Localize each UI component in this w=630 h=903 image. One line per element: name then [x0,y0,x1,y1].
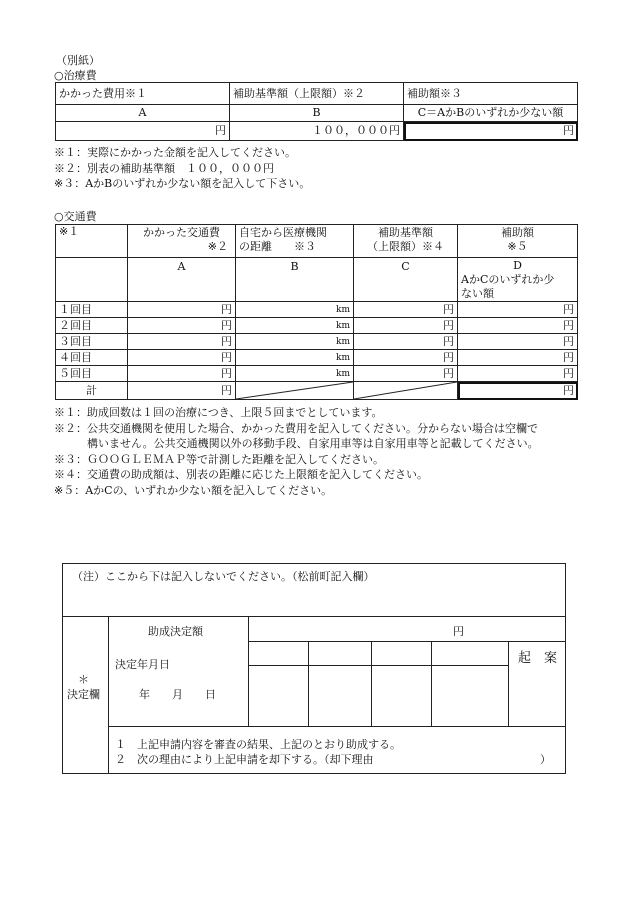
standard-field[interactable]: 円 [354,318,458,334]
stamp-label: 起 案 [518,651,558,666]
treatment-standard-value: １００，０００円 [230,122,404,141]
treatment-notes [54,145,310,192]
total-standard-blank [354,382,458,400]
diagonal-slash-icon [354,382,457,399]
transport-note-3: 構いません。公共交通機関以外の移動手段、自家用車等は自家用車等と記載してください。 [54,437,539,450]
row-label: ５回目 [56,366,128,382]
treatment-table [55,82,578,141]
total-fare-field[interactable]: 円 [128,382,236,400]
decision-date-field[interactable]: 年 月 日 [139,688,216,701]
decision-reject: ２ 次の理由により上記申請を却下する。（却下理由 [115,753,374,766]
transport-notes [54,405,539,498]
total-distance-blank [236,382,354,400]
subsidy-field[interactable]: 円 [458,350,578,366]
treatment-letter-a: A [56,105,230,122]
table-row [56,350,578,366]
subsidy-field[interactable]: 円 [458,334,578,350]
decision-reject-close: ） [540,753,551,766]
total-row [56,382,578,400]
fare-field[interactable]: 円 [128,350,236,366]
transport-header-distance: 自宅から医療機関 [239,226,327,239]
decision-date-label: 決定年月日 [115,658,170,671]
treatment-subsidy-field[interactable]: 円 [404,122,578,141]
row-label: ４回目 [56,350,128,366]
fare-field[interactable]: 円 [128,302,236,318]
treatment-cost-field[interactable]: 円 [56,122,230,141]
fare-field[interactable]: 円 [128,318,236,334]
transport-note-5: ※４：交通費の助成額は、別表の距離に応じた上限額を記入してください。 [54,468,428,481]
standard-field[interactable]: 円 [354,334,458,350]
transport-d-note-1: AかCのいずれか少 [461,273,555,286]
office-use-note: （注）ここから下は記入しないでください。（松前町記入欄） [72,570,375,583]
table-row [56,318,578,334]
office-use-box [62,563,566,774]
side-mark: ＊ [78,673,89,686]
fare-field[interactable]: 円 [128,334,236,350]
transport-note-2: ※２：公共交通機関を使用した場合、かかった費用を記入してください。分からない場合は空欄で [54,421,538,435]
distance-field[interactable]: km [236,318,354,334]
fare-field[interactable]: 円 [128,366,236,382]
transport-header-standard: 補助基準額 [378,226,433,239]
treatment-header-standard: 補助基準額（上限額）※２ [230,83,404,105]
transport-letter-c: C [354,258,458,302]
diagonal-slash-icon [236,382,353,399]
table-row [56,366,578,382]
transport-note-6: ※５：AかCの、いずれか少ない額を記入してください。 [54,483,333,497]
standard-field[interactable]: 円 [354,350,458,366]
transport-header-fare-note: ※２ [207,240,228,253]
table-row [56,302,578,318]
transport-d-note-2: ない額 [461,287,494,300]
row-label: ３回目 [56,334,128,350]
transport-header-standard-note: （上限額）※４ [367,240,444,253]
standard-field[interactable]: 円 [354,302,458,318]
table-row [56,334,578,350]
transport-letter-d: D [513,259,522,272]
total-subsidy-field[interactable]: 円 [458,382,578,400]
grant-amount-field[interactable]: 円 [453,625,464,638]
treatment-note-2: ※２：別表の補助基準額 １００，０００円 [54,161,274,175]
treatment-letter-c: C＝AかBのいずれか少ない額 [404,105,578,122]
transport-note-1: ※１：助成回数は１回の治療につき、上限５回までとしています。 [54,406,383,419]
transport-letter-b: B [236,258,354,302]
transport-table [55,224,578,400]
treatment-header-subsidy: 補助額※３ [404,83,578,105]
transport-header-subsidy-note: ※５ [507,240,528,253]
attachment-label: （別紙） [56,54,100,67]
subsidy-field[interactable]: 円 [458,366,578,382]
distance-field[interactable]: km [236,334,354,350]
decision-side-label: 決定欄 [67,688,100,701]
standard-field[interactable]: 円 [354,366,458,382]
transport-header-distance-note: の距離 ※３ [239,240,316,253]
decision-approve: １ 上記申請内容を審査の結果、上記のとおり助成する。 [115,738,401,751]
transport-header-count: ※１ [56,225,128,258]
total-label: 計 [56,382,128,400]
treatment-note-1: ※１：実際にかかった金額を記入してください。 [54,146,296,159]
treatment-title: ○治療費 [54,69,97,82]
subsidy-field[interactable]: 円 [458,318,578,334]
treatment-note-3: ※３：AかBのいずれか少ない額を記入して下さい。 [54,177,311,190]
transport-letter-a: A [128,258,236,302]
transport-header-subsidy: 補助額 [501,226,534,239]
distance-field[interactable]: km [236,350,354,366]
subsidy-field[interactable]: 円 [458,302,578,318]
row-label: ２回目 [56,318,128,334]
distance-field[interactable]: km [236,302,354,318]
treatment-header-cost: かかった費用※１ [56,83,230,105]
distance-field[interactable]: km [236,366,354,382]
transport-title: ○交通費 [54,210,97,223]
transport-note-4: ※３：ＧＯＯＧＬＥＭＡＰ等で計測した距離を記入してください。 [54,452,384,466]
grant-label: 助成決定額 [148,625,203,638]
row-label: １回目 [56,302,128,318]
treatment-letter-b: B [230,105,404,122]
transport-header-fare: かかった交通費 [143,226,220,239]
